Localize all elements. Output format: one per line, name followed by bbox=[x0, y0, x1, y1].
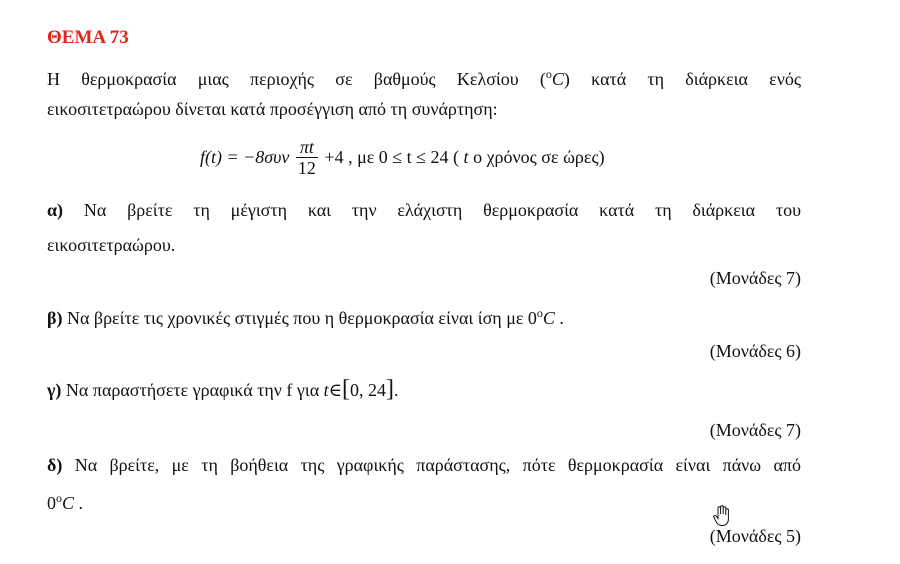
intro-text: Η θερμοκρασία μιας περιοχής σε βαθμούς Κελσίου ( bbox=[47, 69, 546, 89]
equation-variable: t bbox=[463, 147, 469, 167]
question-a bbox=[47, 201, 801, 219]
degree-symbol: o bbox=[545, 67, 552, 81]
fraction-denominator: 12 bbox=[297, 158, 316, 178]
question-text: Να βρείτε, με τη βοήθεια της γραφικής παράστασης, πότε θερμοκρασία είναι πάνω από bbox=[74, 455, 802, 475]
period: . bbox=[559, 308, 564, 328]
paren-close: ) bbox=[598, 147, 605, 167]
zero-value: 0 bbox=[47, 493, 56, 513]
question-d bbox=[47, 456, 801, 474]
question-text: Να βρείτε τη μέγιστη και την ελάχιστη θερμοκρασία κατά τη διάρκεια του bbox=[83, 200, 802, 220]
function-equation bbox=[200, 137, 605, 178]
equation-lhs: f(t) = −8συν bbox=[200, 147, 290, 167]
degree-symbol: o bbox=[536, 306, 543, 320]
hand-cursor-icon bbox=[712, 505, 732, 527]
intro-line-2: εικοσιτετραώρου δίνεται κατά προσέγγιση από τη συνάρτηση: bbox=[47, 99, 498, 119]
question-label: γ) bbox=[47, 380, 62, 400]
equation-fraction bbox=[296, 137, 318, 178]
interval-values: 0, 24 bbox=[349, 380, 386, 400]
zero-value: 0 bbox=[527, 308, 537, 328]
celsius-unit: C bbox=[551, 69, 564, 89]
question-text: Να βρείτε τις χρονικές στιγμές που η θερμοκρασία είναι ίση με bbox=[66, 308, 524, 328]
fraction-numerator: πt bbox=[296, 137, 318, 158]
celsius-unit: C bbox=[542, 308, 555, 328]
period: . bbox=[78, 493, 84, 513]
question-c bbox=[47, 376, 399, 402]
question-b bbox=[47, 306, 564, 329]
equation-note: ο χρόνος σε ώρες bbox=[473, 147, 599, 167]
equation-domain: , με 0 ≤ t ≤ 24 bbox=[348, 147, 449, 167]
bracket-open: [ bbox=[341, 376, 350, 402]
marks-d: (Μονάδες 5) bbox=[709, 526, 801, 546]
question-a-line-2: εικοσιτετραώρου. bbox=[47, 235, 176, 255]
question-text: Να παραστήσετε γραφικά την f για bbox=[65, 380, 320, 400]
question-label: α) bbox=[47, 200, 64, 220]
celsius-unit: C bbox=[62, 493, 75, 513]
marks-c: (Μονάδες 7) bbox=[709, 420, 801, 440]
element-of-symbol: ∈ bbox=[328, 380, 342, 400]
marks-b: (Μονάδες 6) bbox=[709, 341, 801, 361]
intro-line-1 bbox=[47, 65, 801, 88]
question-d-line-2 bbox=[47, 491, 83, 514]
period: . bbox=[393, 380, 399, 400]
bracket-close: ] bbox=[385, 376, 394, 402]
equation-constant: +4 bbox=[324, 147, 344, 167]
page-title: ΘΕΜΑ 73 bbox=[47, 27, 129, 48]
degree-symbol: o bbox=[56, 491, 62, 505]
question-label: β) bbox=[47, 308, 63, 328]
marks-a: (Μονάδες 7) bbox=[709, 268, 801, 288]
paren-open: ( bbox=[453, 147, 460, 167]
interval-variable: t bbox=[323, 380, 329, 400]
intro-text-end: ) κατά τη διάρκεια ενός bbox=[563, 69, 801, 89]
question-label: δ) bbox=[47, 455, 63, 475]
